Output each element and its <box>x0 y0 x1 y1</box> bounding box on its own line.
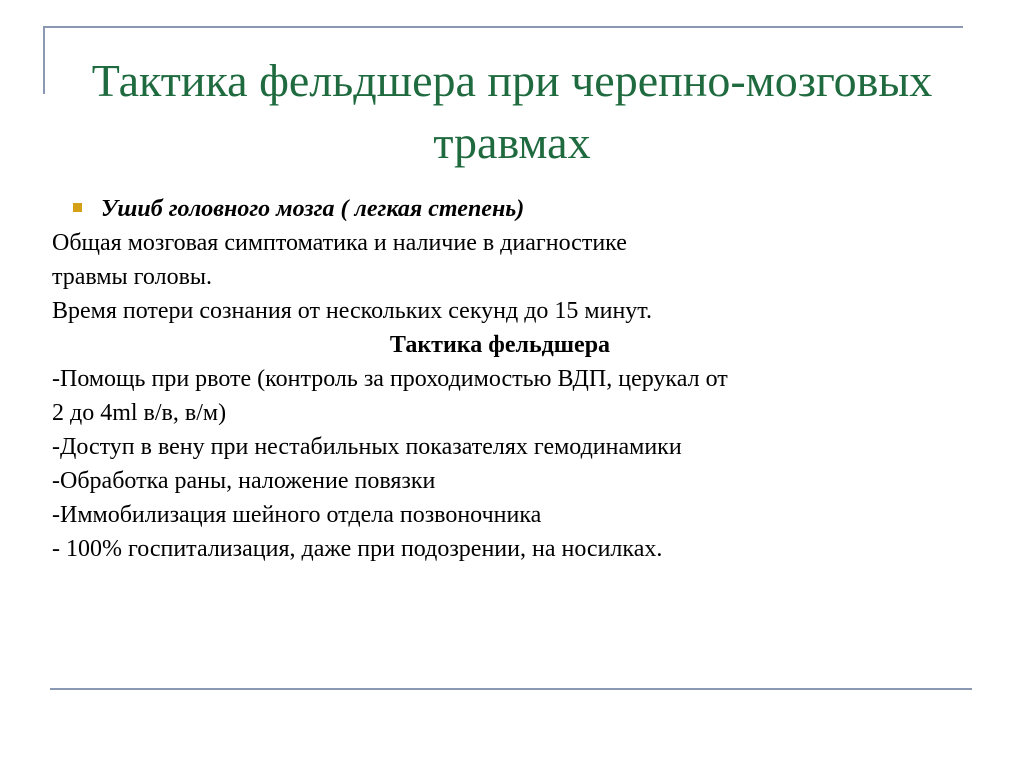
section-heading: Тактика фельдшера <box>389 332 611 358</box>
tactics-line: -Обработка раны, наложение повязки <box>52 468 436 494</box>
slide-title: Тактика фельдшера при черепно-мозговых травмах <box>91 55 933 168</box>
tactics-line: 2 до 4ml в/в, в/м) <box>52 400 227 426</box>
bullet-heading: Ушиб головного мозга ( легкая степень) <box>101 196 525 222</box>
description-line: Время потери сознания от нескольких секунд до 15 минут. <box>52 298 652 324</box>
frame-top-line <box>43 26 963 28</box>
frame-vertical-line <box>43 26 45 94</box>
description-line: Общая мозговая симптоматика и наличие в диагностике <box>52 230 627 256</box>
description-line: травмы головы. <box>52 264 213 290</box>
tactics-line: - 100% госпитализация, даже при подозрении, на носилках. <box>52 536 663 562</box>
slide-content <box>52 192 964 566</box>
bullet-item <box>52 192 964 226</box>
square-bullet-icon <box>73 203 82 212</box>
tactics-line: -Иммобилизация шейного отдела позвоночника <box>52 502 542 528</box>
frame-bottom-line <box>50 688 972 690</box>
tactics-line: -Помощь при рвоте (контроль за проходимостью ВДП, церукал от <box>52 366 728 392</box>
tactics-line: -Доступ в вену при нестабильных показателях гемодинамики <box>52 434 682 460</box>
